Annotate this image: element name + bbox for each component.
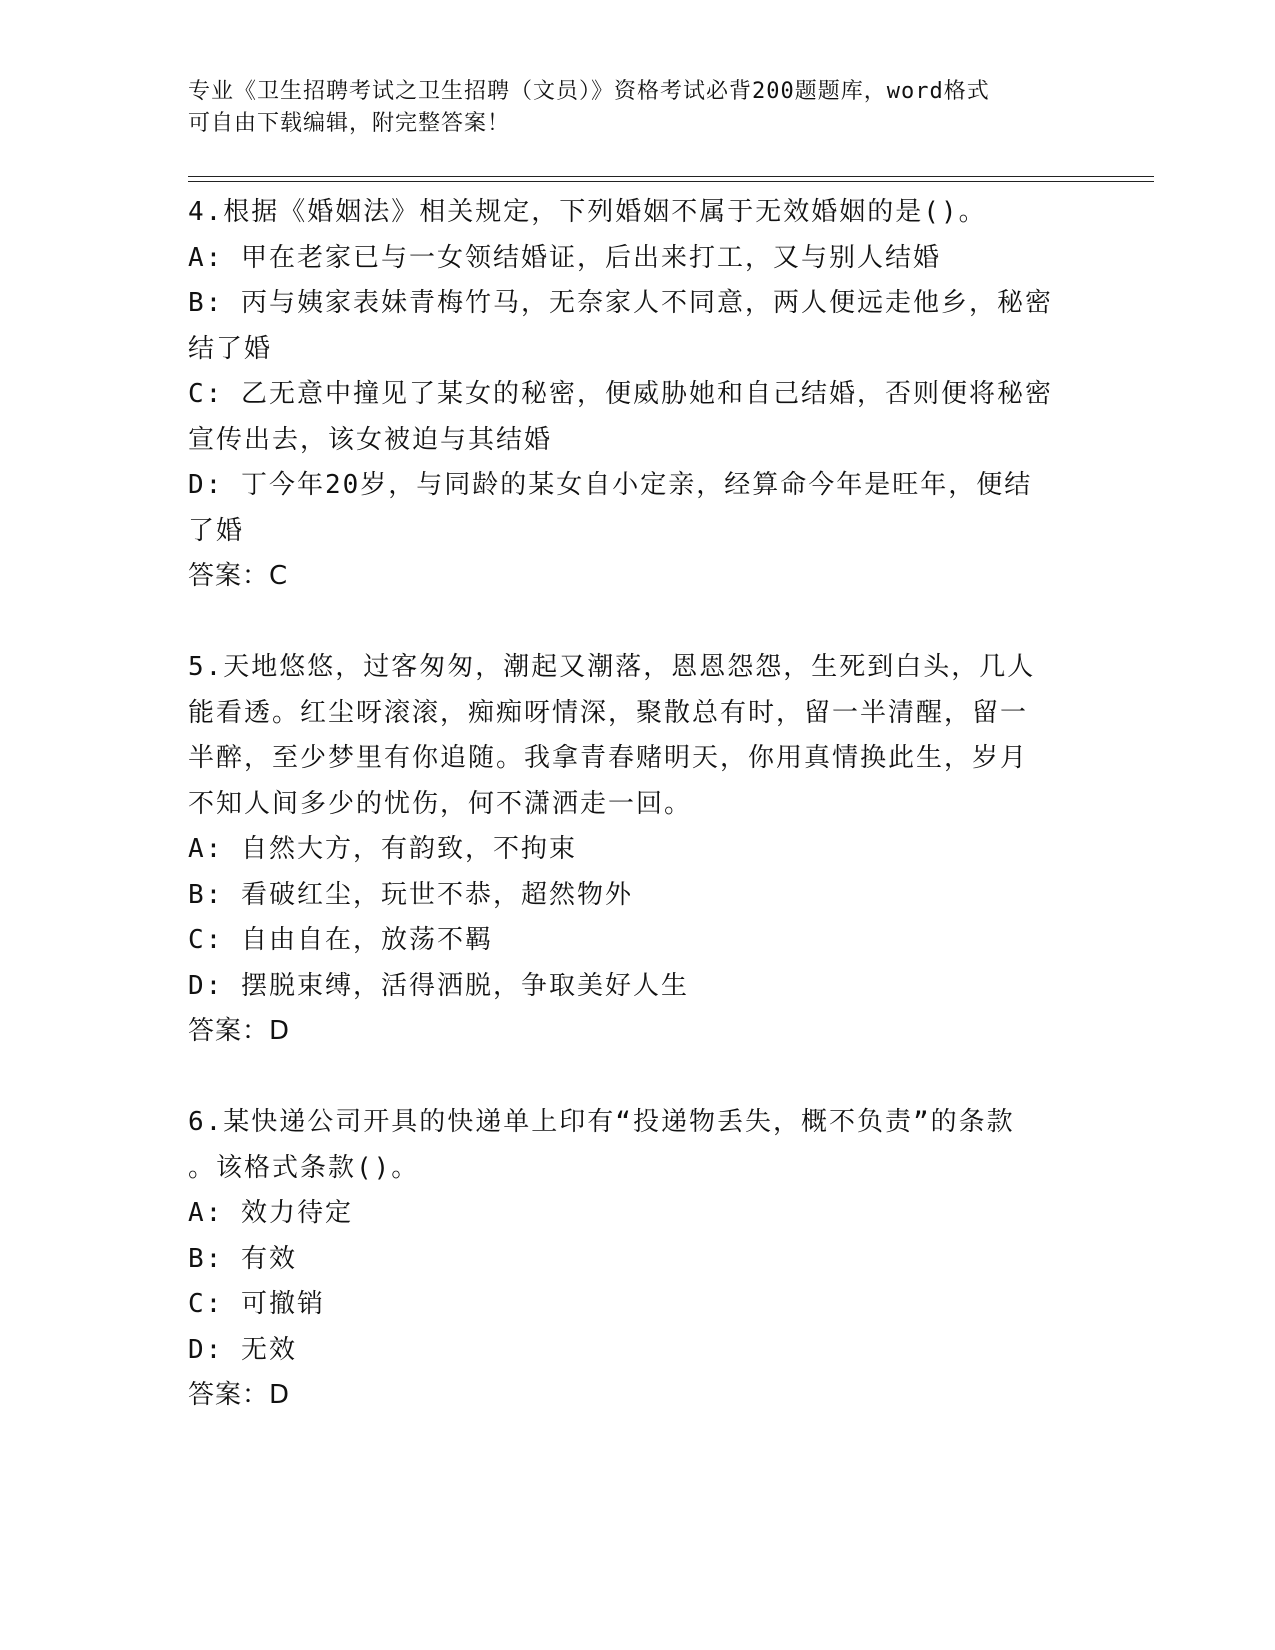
header-divider-bottom [188,181,1154,182]
question-spacer [188,1055,1088,1101]
document-header [188,76,1088,140]
answer-label: 答案：D [188,1380,291,1410]
header-divider-top [188,176,1154,177]
question-text: 6.某快递公司开具的快递单上印有“投递物丢失，概不负责”的条款 [188,1107,1015,1137]
option-text: B: 有效 [188,1243,297,1274]
option-b [188,1237,1088,1283]
option-c [188,1282,1088,1328]
question-block-6 [188,1100,1088,1419]
option-d [188,463,1088,554]
option-c [188,372,1088,463]
option-text: B: 看破红尘，玩世不恭，超然物外 [188,879,633,910]
answer-label: 答案：D [188,1016,291,1046]
option-a [188,236,1088,282]
question-text: 不知人间多少的忧伤，何不潇洒走一回。 [188,788,693,819]
question-text: 5.天地悠悠，过客匆匆，潮起又潮落，恩恩怨怨，生死到白头，几人 [188,652,1036,682]
option-text: B: 丙与姨家表妹青梅竹马，无奈家人不同意，两人便远走他乡，秘密 [188,288,1053,318]
option-b [188,281,1088,372]
option-text: A: 自然大方，有韵致，不拘束 [188,834,577,864]
question-text: 半醉，至少梦里有你追随。我拿青春赌明天，你用真情换此生，岁月 [188,743,1029,773]
option-d [188,1328,1088,1374]
option-a [188,827,1088,873]
option-text: D: 丁今年20岁，与同龄的某女自小定亲，经算命今年是旺年，便结 [188,470,1033,500]
option-text: D: 摆脱束缚，活得洒脱，争取美好人生 [188,970,689,1001]
option-text: 结了婚 [188,333,273,364]
option-text: C: 自由自在，放荡不羁 [188,925,493,955]
question-text: 。该格式条款()。 [188,1152,420,1183]
option-b [188,873,1088,919]
header-line-1: 专业《卫生招聘考试之卫生招聘（文员）》资格考试必背200题题库，word格式 [188,79,990,104]
question-block-4 [188,190,1088,600]
option-text: 了婚 [188,515,245,546]
option-d [188,964,1088,1010]
option-text: A: 效力待定 [188,1198,353,1228]
question-list [188,190,1088,1419]
option-a [188,1191,1088,1237]
option-text: D: 无效 [188,1334,297,1365]
question-block-5 [188,645,1088,1055]
option-text: C: 可撤销 [188,1289,325,1319]
option-text: C: 乙无意中撞见了某女的秘密，便威胁她和自己结婚，否则便将秘密 [188,379,1053,409]
option-text: A: 甲在老家已与一女领结婚证，后出来打工，又与别人结婚 [188,242,941,273]
question-text: 4.根据《婚姻法》相关规定，下列婚姻不属于无效婚姻的是()。 [188,197,987,227]
answer-label: 答案：C [188,561,289,591]
header-line-2: 可自由下载编辑，附完整答案！ [188,111,511,136]
option-c [188,918,1088,964]
option-text: 宣传出去，该女被迫与其结婚 [188,424,553,455]
question-spacer [188,600,1088,646]
question-text: 能看透。红尘呀滚滚，痴痴呀情深，聚散总有时，留一半清醒，留一 [188,697,1029,728]
